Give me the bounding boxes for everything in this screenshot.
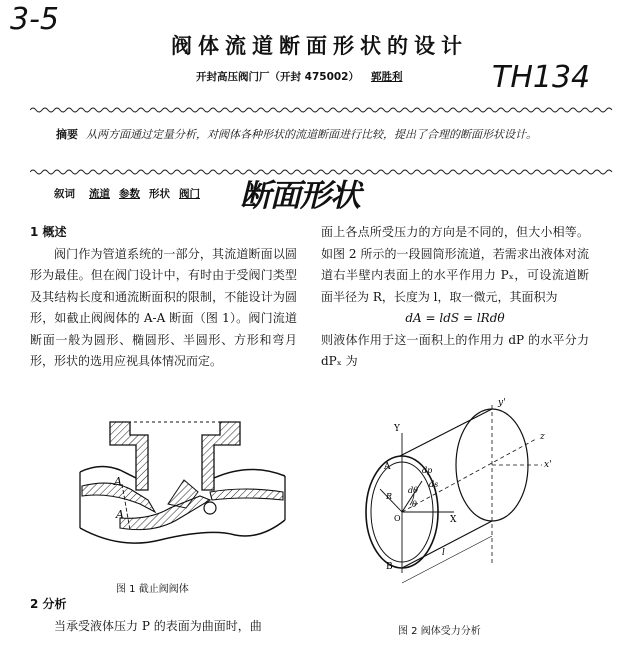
figure-1-caption: 图 1 截止阀阀体 bbox=[116, 584, 189, 595]
handwritten-keyword-note: 断面形状 bbox=[240, 178, 360, 214]
wavy-rule-top bbox=[30, 106, 615, 114]
author-line bbox=[196, 69, 403, 84]
fig2-label-ds: ds bbox=[429, 480, 439, 489]
keyword-item: 流道 bbox=[89, 188, 110, 200]
abstract-label: 摘要 bbox=[56, 128, 78, 141]
section-1 bbox=[30, 222, 297, 373]
handwritten-code: TH134 bbox=[492, 60, 591, 95]
keywords bbox=[54, 186, 209, 201]
fig2-label-theta: θ bbox=[412, 500, 417, 509]
fig2-label-y-prime: y' bbox=[498, 398, 506, 408]
figure-2-caption: 图 2 阀体受力分析 bbox=[398, 626, 481, 637]
section-2-paragraph: 当承受液体压力 P 的表面为曲面时，曲 bbox=[54, 618, 262, 633]
right-paragraph-2: 则液体作用于这一面积上的作用力 dP 的水平分力 dPₓ 为 bbox=[321, 332, 589, 368]
fig2-label-x-prime: x' bbox=[544, 460, 552, 470]
handwritten-corner-mark: 3-5 bbox=[10, 2, 59, 37]
author-name: 郭胜利 bbox=[371, 71, 403, 83]
fig2-label-a: A bbox=[384, 462, 391, 472]
keyword-item: 形状 bbox=[149, 188, 170, 200]
abstract bbox=[34, 124, 606, 146]
fig2-label-b: B bbox=[386, 562, 393, 572]
fig2-label-dp: dp bbox=[422, 466, 433, 475]
keyword-item: 参数 bbox=[119, 188, 140, 200]
fig2-label-l: l bbox=[442, 548, 445, 558]
fig1-label-a-top: A bbox=[114, 475, 122, 488]
fig2-label-y: Y bbox=[394, 424, 400, 434]
keyword-item: 阀门 bbox=[179, 188, 200, 200]
section-2 bbox=[30, 594, 297, 637]
affiliation: 开封高压阀门厂（开封 475002） bbox=[196, 71, 359, 83]
fig2-label-x: X bbox=[450, 515, 457, 525]
right-paragraph-1: 面上各点所受压力的方向是不同的，但大小相等。如图 2 所示的一段圆筒形流道，若需求出液体对流道右半壁内表面上的水平作用力 Pₓ，可设流道断面半径为 R，长度为 l，取一微元，其面积为 bbox=[321, 225, 589, 304]
right-column-text bbox=[321, 222, 589, 373]
equation: dA = ldS = lRdθ bbox=[405, 311, 505, 325]
section-2-heading: 2 分析 bbox=[30, 597, 67, 611]
fig2-label-z: z bbox=[540, 432, 545, 442]
fig2-label-o: O bbox=[394, 514, 401, 523]
section-1-paragraph: 阀门作为管道系统的一部分，其流道断面以圆形为最佳。但在阀门设计中，有时由于受阀门类型及其结构长度和通流断面积的限制，不能设计为圆形，如截止阀阀体的 A-A 断面（图 1）。阀门流道断面一般为圆形、椭圆形、半圆形、方形和弯月形，形状的选用应视具体情况而定。 bbox=[30, 246, 297, 368]
fig2-label-dtheta: dθ bbox=[408, 486, 418, 495]
figure-1-valve-body bbox=[60, 400, 300, 570]
abstract-text: 从两方面通过定量分析，对阀体各种形状的流道断面进行比较，提出了合理的断面形状设计。 bbox=[86, 128, 537, 141]
section-1-heading: 1 概述 bbox=[30, 225, 67, 239]
keywords-label: 叙词 bbox=[54, 188, 75, 200]
fig1-label-a-bottom: A bbox=[116, 508, 124, 521]
figure-2-force-analysis bbox=[350, 395, 590, 620]
fig2-label-r: R bbox=[386, 492, 393, 501]
paper-title: 阀体流道断面形状的设计 bbox=[171, 34, 468, 58]
